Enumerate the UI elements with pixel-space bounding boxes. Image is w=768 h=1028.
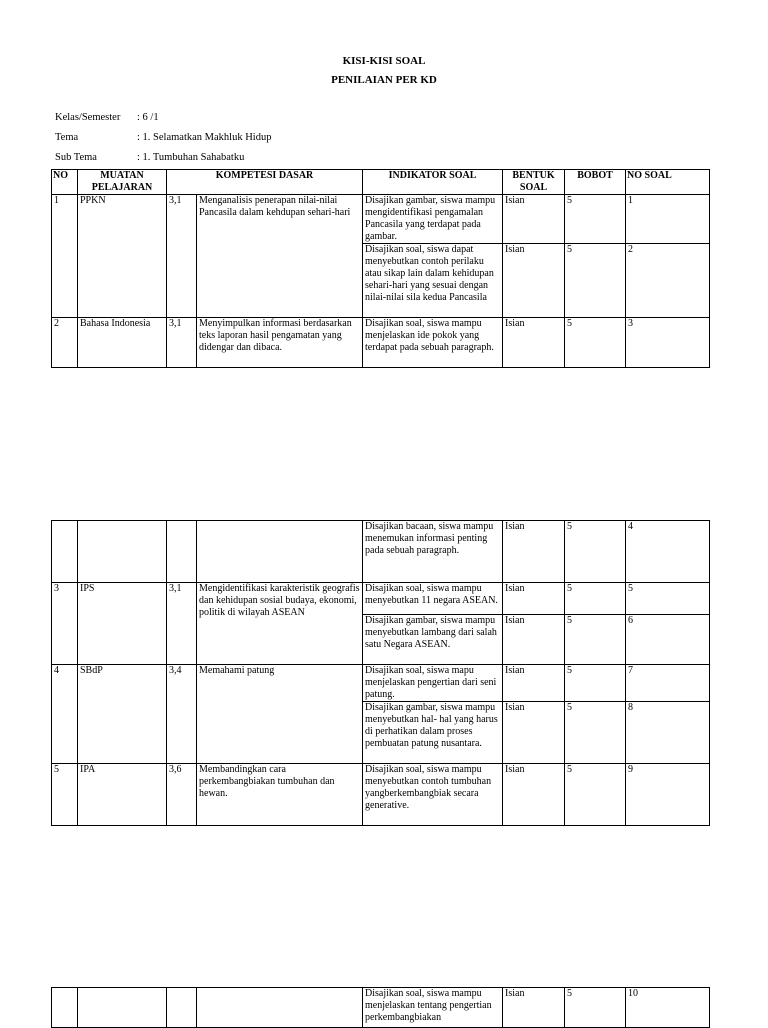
cell-no: 5: [52, 764, 78, 826]
table-row: [52, 583, 710, 615]
cell-bobot: 5: [565, 583, 626, 615]
cell-no-soal: 5: [626, 583, 710, 615]
cell-indikator-soal: Disajikan soal, siswa mampu menjelaskan ide pokok yang terdapat pada sebuah paragraph.: [363, 318, 503, 368]
cell-no-soal: 10: [626, 988, 710, 1028]
cell-muatan-pelajaran: Bahasa Indonesia: [78, 318, 167, 368]
cell-no-soal: 4: [626, 521, 710, 583]
cell-indikator-soal: Disajikan soal, siswa dapat menyebutkan contoh perilaku atau sikap lain dalam kehidupan sehari-hari yang sesuai dengan nilai-nilai sila kedua Pancasila: [363, 244, 503, 318]
table-row: [52, 988, 710, 1028]
document-title: KISI-KISI SOAL: [342, 55, 426, 67]
meta-label: Tema: [55, 132, 79, 143]
cell-bentuk-soal: Isian: [503, 764, 565, 826]
cell-indikator-soal: Disajikan soal, siswa mampu menyebutkan contoh tumbuhan yangberkembangbiak secara generative.: [363, 764, 503, 826]
document-subtitle: PENILAIAN PER KD: [331, 74, 437, 86]
cell-no: 3: [52, 583, 78, 665]
cell-bentuk-soal: Isian: [503, 615, 565, 665]
cell-kd-number: [167, 521, 197, 583]
cell-kompetensi-dasar: Menganalisis penerapan nilai-nilai Pancasila dalam kehdupan sehari-hari: [197, 195, 363, 318]
cell-no-soal: 6: [626, 615, 710, 665]
cell-bobot: 5: [565, 521, 626, 583]
meta-kelas-semester: [55, 112, 159, 123]
cell-no-soal: 1: [626, 195, 710, 244]
cell-kd-number: 3,6: [167, 764, 197, 826]
cell-kompetensi-dasar: Membandingkan cara perkembangbiakan tumbuhan dan hewan.: [197, 764, 363, 826]
meta-value: : 1. Tumbuhan Sahabatku: [137, 152, 245, 163]
cell-bentuk-soal: Isian: [503, 702, 565, 764]
header-muatan: MUATAN PELAJARAN: [78, 170, 167, 195]
cell-bentuk-soal: Isian: [503, 583, 565, 615]
meta-sub-tema: [55, 152, 244, 163]
cell-kd-number: [167, 988, 197, 1028]
table-row: [52, 195, 710, 244]
cell-indikator-soal: Disajikan gambar, siswa mampu menyebutkan hal- hal yang harus di perhatikan dalam proses pembuatan patung nusantara.: [363, 702, 503, 764]
cell-bobot: 5: [565, 318, 626, 368]
cell-indikator-soal: Disajikan soal, siswa mampu menyebutkan 11 negara ASEAN.: [363, 583, 503, 615]
cell-bentuk-soal: Isian: [503, 318, 565, 368]
meta-value: : 1. Selamatkan Makhluk Hidup: [137, 132, 272, 143]
cell-bobot: 5: [565, 702, 626, 764]
cell-indikator-soal: Disajikan gambar, siswa mampu menyebutkan lambang dari salah satu Negara ASEAN.: [363, 615, 503, 665]
meta-label: Sub Tema: [55, 152, 97, 163]
cell-kd-number: 3,4: [167, 665, 197, 764]
cell-indikator-soal: Disajikan soal, siswa mapu menjelaskan pengertian dari seni patung.: [363, 665, 503, 702]
table-row: [52, 764, 710, 826]
cell-no: 1: [52, 195, 78, 318]
cell-bentuk-soal: Isian: [503, 988, 565, 1028]
meta-tema: [55, 132, 271, 143]
cell-kd-number: 3,1: [167, 583, 197, 665]
cell-kompetensi-dasar: [197, 988, 363, 1028]
cell-kompetensi-dasar: Menyimpulkan informasi berdasarkan teks laporan hasil pengamatan yang didengar dan dibaca.: [197, 318, 363, 368]
cell-bentuk-soal: Isian: [503, 521, 565, 583]
table-row: [52, 665, 710, 702]
cell-no-soal: 9: [626, 764, 710, 826]
cell-muatan-pelajaran: PPKN: [78, 195, 167, 318]
header-bentuk: BENTUK SOAL: [503, 170, 565, 195]
table-row: [52, 318, 710, 368]
cell-bobot: 5: [565, 764, 626, 826]
table-row: [52, 521, 710, 583]
cell-bobot: 5: [565, 665, 626, 702]
cell-bobot: 5: [565, 988, 626, 1028]
cell-bentuk-soal: Isian: [503, 244, 565, 318]
cell-bobot: 5: [565, 615, 626, 665]
cell-muatan-pelajaran: [78, 521, 167, 583]
cell-bentuk-soal: Isian: [503, 195, 565, 244]
cell-indikator-soal: Disajikan gambar, siswa mampu mengidentifikasi pengamalan Pancasila yang terdapat pada gambar.: [363, 195, 503, 244]
header-no-soal: NO SOAL: [626, 170, 710, 195]
cell-bobot: 5: [565, 195, 626, 244]
table-header-row: [52, 170, 710, 195]
cell-no-soal: 2: [626, 244, 710, 318]
cell-no-soal: 7: [626, 665, 710, 702]
cell-no: [52, 988, 78, 1028]
cell-bobot: 5: [565, 244, 626, 318]
kisi-kisi-table-page-1: [51, 169, 710, 368]
header-kompetensi: KOMPETESI DASAR: [167, 170, 363, 195]
cell-no: [52, 521, 78, 583]
cell-kompetensi-dasar: Mengidentifikasi karakteristik geografis dan kehidupan sosial budaya, ekonomi, politik di wilayah ASEAN: [197, 583, 363, 665]
cell-kompetensi-dasar: [197, 521, 363, 583]
kisi-kisi-table-page-2: [51, 520, 710, 826]
cell-kd-number: 3,1: [167, 195, 197, 318]
cell-no-soal: 8: [626, 702, 710, 764]
cell-indikator-soal: Disajikan bacaan, siswa mampu menemukan informasi penting pada sebuah paragraph.: [363, 521, 503, 583]
meta-value: : 6 /1: [137, 112, 159, 123]
header-bobot: BOBOT: [565, 170, 626, 195]
cell-indikator-soal: Disajikan soal, siswa mampu menjelaskan tentang pengertian perkembangbiakan: [363, 988, 503, 1028]
header-indikator: INDIKATOR SOAL: [363, 170, 503, 195]
cell-no-soal: 3: [626, 318, 710, 368]
header-no: NO: [52, 170, 78, 195]
cell-muatan-pelajaran: IPA: [78, 764, 167, 826]
cell-kompetensi-dasar: Memahami patung: [197, 665, 363, 764]
cell-no: 4: [52, 665, 78, 764]
cell-muatan-pelajaran: SBdP: [78, 665, 167, 764]
meta-label: Kelas/Semester: [55, 112, 121, 123]
cell-muatan-pelajaran: [78, 988, 167, 1028]
cell-bentuk-soal: Isian: [503, 665, 565, 702]
cell-no: 2: [52, 318, 78, 368]
cell-muatan-pelajaran: IPS: [78, 583, 167, 665]
cell-kd-number: 3,1: [167, 318, 197, 368]
kisi-kisi-table-page-3: [51, 987, 710, 1028]
